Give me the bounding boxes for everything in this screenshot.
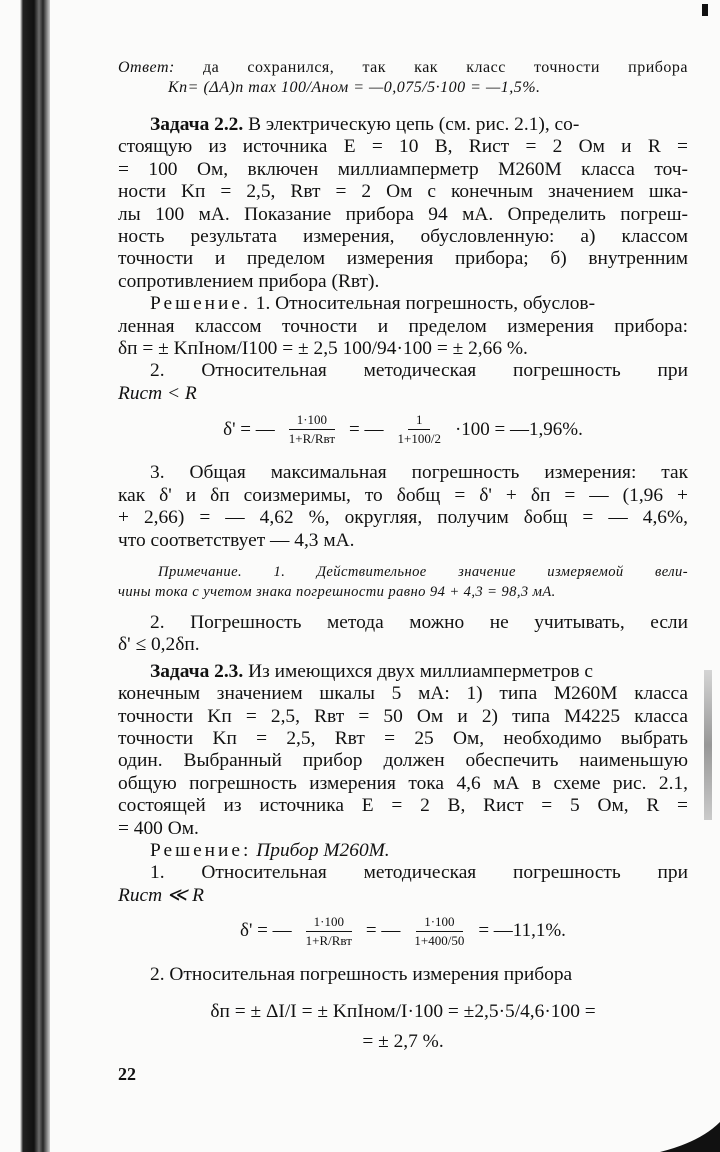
- solution-line: 2. Погрешность метода можно не учитывать, если: [150, 611, 688, 633]
- task-2-3-line: конечным значением шкалы 5 мА: 1) типа М260М класса: [118, 683, 688, 705]
- note-line: чины тока с учетом знака погрешности равно 94 + 4,3 = 98,3 мА.: [118, 583, 556, 600]
- fraction: $\frac{1\cdot 100}{\text{1+R/Rвт}}$: [305, 914, 352, 949]
- solution-line: ленная классом точности и пределом измерения прибора:: [118, 315, 688, 337]
- equation-delta-p-result: = ± 2,7 %.: [362, 1031, 444, 1052]
- task-2-3-line: состоящей из источника E = 2 В, Rист = 5 Ом, R =: [118, 795, 688, 817]
- page-curl: [660, 1112, 720, 1152]
- task-2-2-line: стоящую из источника E = 10 В, Rист = 2 Ом и R =: [118, 136, 688, 158]
- page-content: [118, 58, 688, 1053]
- fraction: $\frac{1\cdot 100}{1+400/50}$: [414, 914, 465, 949]
- equation-delta-prime-1: δ' = — $\frac{1\cdot 100}{\text{1+R/Rвт}}$ = — $\frac{1}{1+100/2}$ ·100 = —1,96%.: [223, 412, 583, 447]
- solution-line: + 2,66) = — 4,62 %, округляя, получим δобщ = — 4,6%,: [118, 507, 688, 529]
- book-spine-shadow: [20, 0, 50, 1152]
- corner-mark: [702, 4, 708, 16]
- fraction: $\frac{1}{1+100/2}$: [397, 412, 441, 447]
- task-2-2-line: сопротивлением прибора (Rвт).: [118, 270, 380, 292]
- task-2-2-line: лы 100 мА. Показание прибора 94 мА. Определить погреш-: [118, 203, 688, 225]
- task-2-2-line: точности и пределом измерения прибора; б) внутренним: [118, 248, 688, 270]
- task-2-3-title: Задача 2.3.: [150, 660, 244, 682]
- task-2-3-line: точности Kп = 2,5, Rвт = 50 Ом и 2) типа М4225 класса: [118, 705, 688, 727]
- task-2-2: Задача 2.2. В электрическую цепь (см. рис. 2.1), со-: [150, 114, 580, 135]
- solution-2-3: [118, 840, 688, 862]
- answer-label: Ответ:: [118, 59, 175, 76]
- solution-line: 1. Относительная методическая погрешность при: [150, 862, 688, 884]
- equation-delta-p: δп = ± ΔI/I = ± KпIном/I·100 = ±2,5·5/4,6·100 =: [210, 1000, 596, 1022]
- answer-block: [118, 58, 688, 98]
- task-2-3: Задача 2.3. Из имеющихся двух миллиамперметров с: [150, 660, 593, 682]
- task-2-3-line: = 400 Ом.: [118, 817, 199, 839]
- page-edge-shadow: [704, 670, 712, 820]
- task-2-2-line: = 100 Ом, включен миллиамперметр М260М класса точ-: [118, 158, 688, 180]
- fraction: $\frac{1\cdot 100}{\text{1+R/Rвт}}$: [288, 412, 336, 447]
- solution-label: Решение.: [150, 293, 251, 315]
- selected-device: Прибор М260М.: [256, 839, 390, 861]
- note-block: Примечание. 1. Действительное значение измеряемой вели- чины тока с учетом знака погрешности равно 94 + 4,3 = 98,3 мА.: [118, 563, 688, 600]
- task-2-2-line: ность результата измерения, обусловленную: а) классом: [118, 226, 688, 248]
- note-label: Примечание.: [158, 563, 243, 580]
- equation-delta-prime-2: δ' = — $\frac{1\cdot 100}{\text{1+R/Rвт}}$ = — $\frac{1\cdot 100}{1+400/50}$ = —11,1%.: [240, 914, 566, 949]
- task-2-2-title: Задача 2.2.: [150, 114, 244, 135]
- solution-line: Rист ≪ R: [118, 884, 204, 906]
- page-number: 22: [118, 1064, 136, 1084]
- solution-line: что соответствует — 4,3 мА.: [118, 529, 355, 551]
- answer-formula: Kп= (ΔA)п max 100/Aном = —0,075/5·100 = —1,5%.: [168, 79, 541, 96]
- solution-label: Решение:: [150, 839, 252, 861]
- solution-line: Rист < R: [118, 382, 197, 404]
- task-2-3-line: один. Выбранный прибор должен обеспечить наименьшую: [118, 750, 688, 772]
- task-2-3-line: точности Kп = 2,5, Rвт = 25 Ом, необходимо выбрать: [118, 727, 688, 749]
- task-2-2-line: ности Kп = 2,5, Rвт = 2 Ом с конечным значением шка-: [118, 181, 688, 203]
- answer-text: да сохранился, так как класс точности прибора: [203, 59, 689, 76]
- solution-line: δ' ≤ 0,2δп.: [118, 634, 200, 656]
- solution-2-2: Решение. 1. Относительная погрешность, обуслов-: [150, 293, 596, 315]
- solution-line: 3. Общая максимальная погрешность измерения: так: [150, 462, 688, 484]
- solution-line: 2. Относительная погрешность измерения прибора: [150, 964, 573, 986]
- solution-line: 2. Относительная методическая погрешность при: [150, 360, 688, 382]
- solution-line: как δ' и δп соизмеримы, то δобщ = δ' + δп = — (1,96 +: [118, 484, 688, 506]
- solution-line: δп = ± KпIном/I100 = ± 2,5 100/94·100 = ± 2,66 %.: [118, 338, 528, 360]
- task-2-3-line: общую погрешность измерения тока 4,6 мА в схеме рис. 2.1,: [118, 772, 688, 794]
